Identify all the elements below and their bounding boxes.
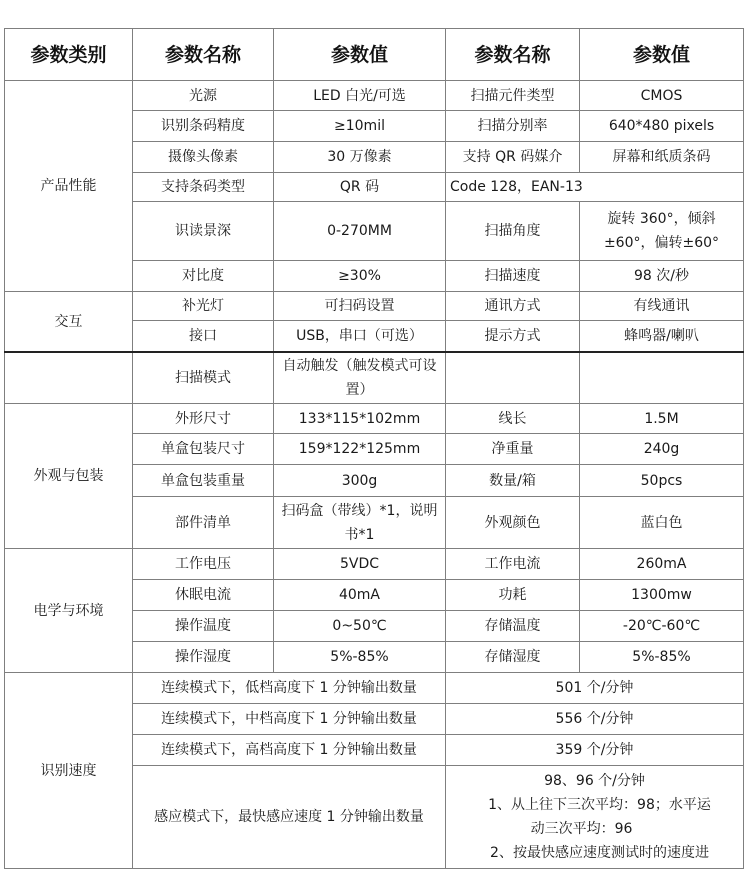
param-value: CMOS (580, 81, 744, 111)
param-name: 外形尺寸 (133, 404, 274, 434)
speed-value: 501 个/分钟 (446, 673, 744, 704)
param-name: 数量/箱 (446, 465, 580, 497)
param-value: 5VDC (274, 549, 446, 580)
param-value: 1300mw (580, 580, 744, 611)
param-value: 0~50℃ (274, 611, 446, 642)
param-name: 支持 QR 码媒介 (446, 142, 580, 173)
param-name: 线长 (446, 404, 580, 434)
param-value: 300g (274, 465, 446, 497)
speed-note-line: 动三次平均：96 (530, 821, 633, 837)
param-value: QR 码 (274, 173, 446, 202)
param-value: 0-270MM (274, 202, 446, 261)
param-value: 40mA (274, 580, 446, 611)
param-value: ≥10mil (274, 111, 446, 142)
param-name: 功耗 (446, 580, 580, 611)
param-value: 133*115*102mm (274, 404, 446, 434)
speed-note-line: 2、按最快感应速度测试时的速度进 (490, 845, 709, 861)
param-name: 对比度 (133, 261, 274, 292)
category-performance: 产品性能 (5, 81, 133, 292)
param-value: 1.5M (580, 404, 744, 434)
param-name: 补光灯 (133, 292, 274, 321)
table-row (5, 404, 744, 434)
table-row (5, 549, 744, 580)
speed-value: 556 个/分钟 (446, 704, 744, 735)
param-name: 通讯方式 (446, 292, 580, 321)
param-value: 蓝白色 (580, 497, 744, 549)
param-name: 部件清单 (133, 497, 274, 549)
speed-value: 359 个/分钟 (446, 735, 744, 766)
param-value: 屏幕和纸质条码 (580, 142, 744, 173)
param-value: 旋转 360°，倾斜±60°，偏转±60° (580, 202, 744, 261)
param-value (580, 352, 744, 404)
param-name: 扫描分别率 (446, 111, 580, 142)
param-value: 50pcs (580, 465, 744, 497)
param-name: 外观颜色 (446, 497, 580, 549)
param-name: 休眠电流 (133, 580, 274, 611)
spec-table (4, 28, 744, 869)
category-appearance: 外观与包装 (5, 404, 133, 549)
param-value: USB，串口（可选） (274, 321, 446, 353)
header-name-2: 参数名称 (446, 29, 580, 81)
param-name: 工作电压 (133, 549, 274, 580)
speed-description: 感应模式下，最快感应速度 1 分钟输出数量 (133, 766, 446, 869)
speed-note-line: 98、96 个/分钟 (544, 773, 645, 789)
header-value-1: 参数值 (274, 29, 446, 81)
table-row (5, 673, 744, 704)
param-name (446, 352, 580, 404)
table-row (5, 292, 744, 321)
param-name: 操作湿度 (133, 642, 274, 673)
param-name: 提示方式 (446, 321, 580, 353)
param-name: 工作电流 (446, 549, 580, 580)
param-value: 30 万像素 (274, 142, 446, 173)
category-empty (5, 352, 133, 404)
speed-note-line: 1、从上往下三次平均：98；水平运 (488, 797, 711, 813)
category-electrical: 电学与环境 (5, 549, 133, 673)
param-name: 接口 (133, 321, 274, 353)
table-row (5, 352, 744, 404)
param-value: LED 白光/可选 (274, 81, 446, 111)
param-value: 扫码盒（带线）*1，说明书*1 (274, 497, 446, 549)
param-value: 自动触发（触发模式可设置） (274, 352, 446, 404)
speed-description: 连续模式下，中档高度下 1 分钟输出数量 (133, 704, 446, 735)
param-name: 识读景深 (133, 202, 274, 261)
header-value-2: 参数值 (580, 29, 744, 81)
param-value: 159*122*125mm (274, 434, 446, 465)
param-name: 单盒包装尺寸 (133, 434, 274, 465)
param-name: 光源 (133, 81, 274, 111)
param-name: 识别条码精度 (133, 111, 274, 142)
param-name: 存储温度 (446, 611, 580, 642)
param-value: 640*480 pixels (580, 111, 744, 142)
param-value-alert: 蜂鸣器/喇叭 (580, 321, 744, 353)
param-value: 260mA (580, 549, 744, 580)
header-category: 参数类别 (5, 29, 133, 81)
header-row (5, 29, 744, 81)
speed-description: 连续模式下，低档高度下 1 分钟输出数量 (133, 673, 446, 704)
param-value: 可扫码设置 (274, 292, 446, 321)
param-value: 有线通讯 (580, 292, 744, 321)
param-name: 存储湿度 (446, 642, 580, 673)
param-name: 扫描元件类型 (446, 81, 580, 111)
speed-value-notes (446, 766, 744, 869)
param-value: ≥30% (274, 261, 446, 292)
param-value: 240g (580, 434, 744, 465)
category-interaction: 交互 (5, 292, 133, 353)
param-value: 98 次/秒 (580, 261, 744, 292)
param-value: 5%-85% (274, 642, 446, 673)
param-value: -20℃-60℃ (580, 611, 744, 642)
param-name: 操作温度 (133, 611, 274, 642)
param-name: 摄像头像素 (133, 142, 274, 173)
speed-description: 连续模式下，高档高度下 1 分钟输出数量 (133, 735, 446, 766)
header-name-1: 参数名称 (133, 29, 274, 81)
param-name: 支持条码类型 (133, 173, 274, 202)
param-value-span: Code 128，EAN-13 (446, 173, 744, 202)
param-name: 扫描模式 (133, 352, 274, 404)
param-name: 净重量 (446, 434, 580, 465)
category-speed: 识别速度 (5, 673, 133, 869)
param-value: 5%-85% (580, 642, 744, 673)
param-name: 扫描角度 (446, 202, 580, 261)
table-row (5, 81, 744, 111)
param-name: 单盒包装重量 (133, 465, 274, 497)
param-name: 扫描速度 (446, 261, 580, 292)
